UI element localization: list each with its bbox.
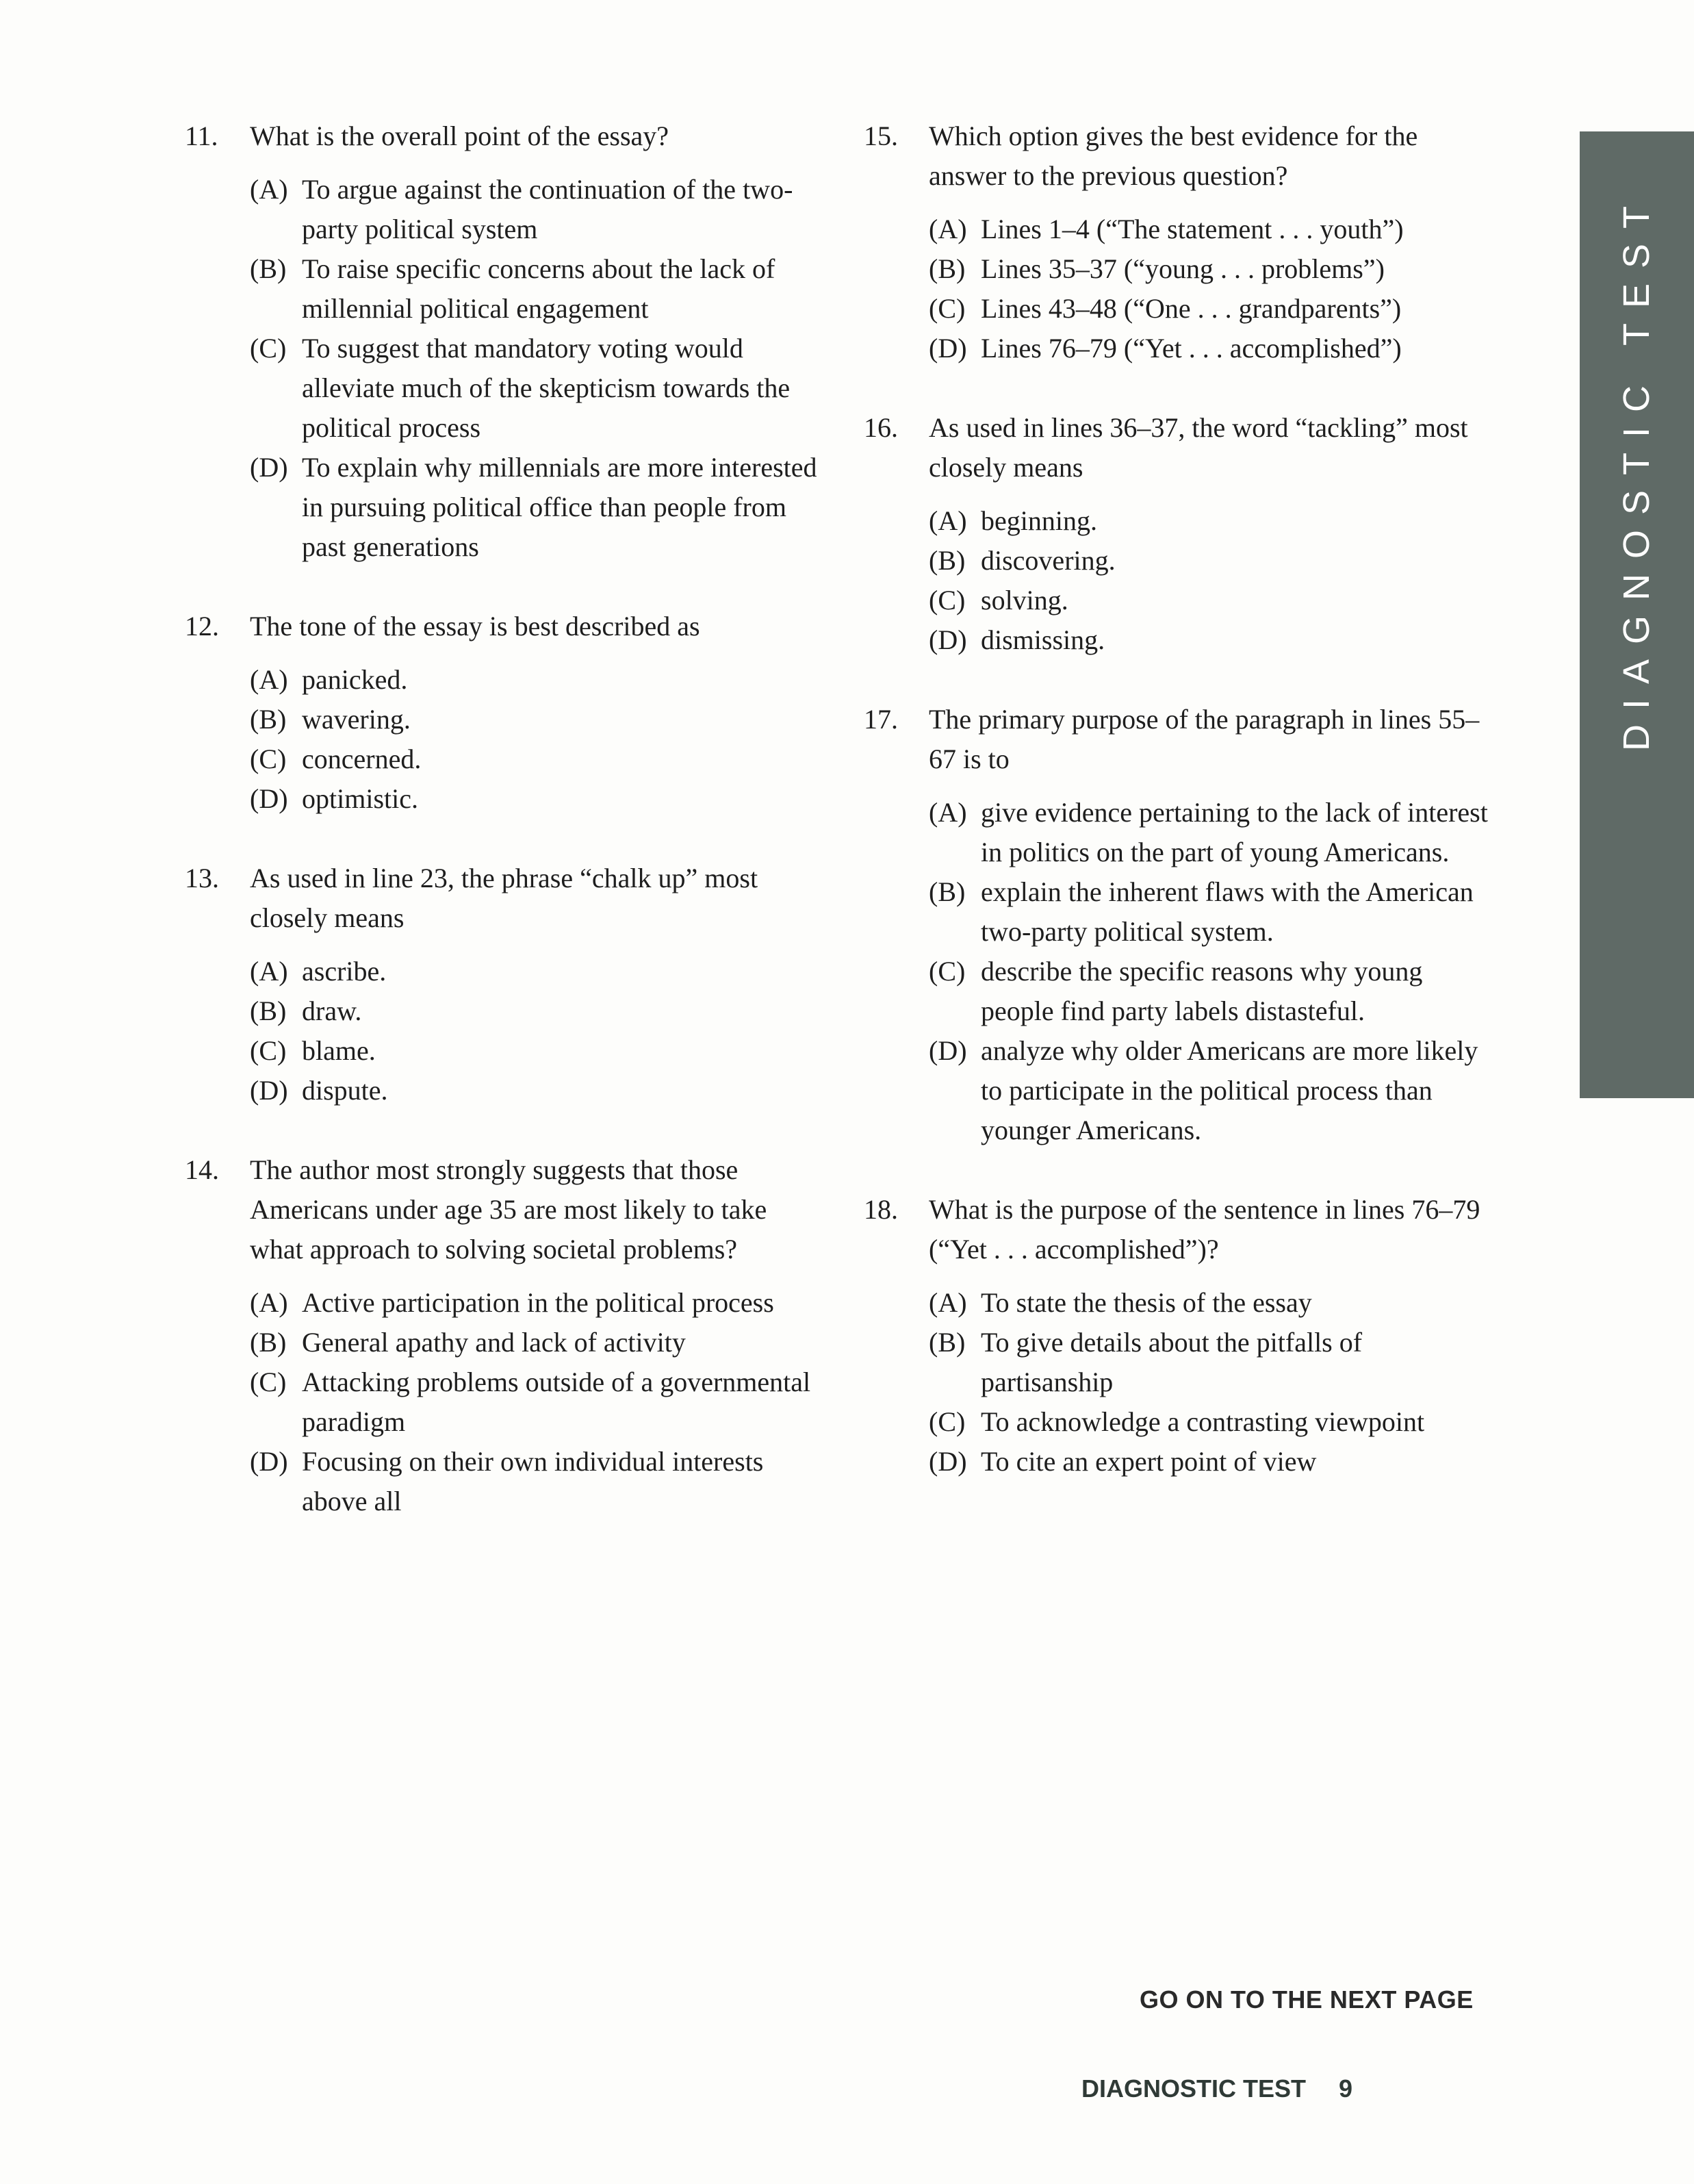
- option-d[interactable]: [929, 1442, 1500, 1482]
- footer-section-title: DIAGNOSTIC TEST: [1081, 2074, 1307, 2103]
- option-text: dismissing.: [981, 624, 1105, 655]
- option-label: (B): [250, 704, 287, 735]
- question-text: The author most strongly suggests that those Americans under age 35 are most likely to take what approach to solving societal problems?: [250, 1154, 767, 1265]
- option-label: (A): [250, 1287, 288, 1318]
- option-text: concerned.: [302, 744, 422, 774]
- option-label: (A): [250, 664, 288, 695]
- option-text: To raise specific concerns about the lack of millennial political engagement: [302, 253, 775, 324]
- option-c[interactable]: [929, 952, 1500, 1031]
- option-label: (D): [250, 1075, 288, 1106]
- option-label: (D): [250, 452, 288, 483]
- option-d[interactable]: [250, 448, 821, 567]
- option-text: panicked.: [302, 664, 408, 695]
- option-text: Attacking problems outside of a governmental paradigm: [302, 1367, 811, 1437]
- option-d[interactable]: [250, 1071, 821, 1110]
- option-a[interactable]: [929, 501, 1500, 541]
- option-c[interactable]: [250, 1362, 821, 1442]
- question-15: [864, 116, 1500, 368]
- option-a[interactable]: [250, 660, 821, 700]
- option-c[interactable]: [929, 289, 1500, 329]
- option-text: Focusing on their own individual interests above all: [302, 1446, 764, 1516]
- option-label: (B): [250, 995, 287, 1026]
- option-d[interactable]: [929, 1031, 1500, 1150]
- option-label: (B): [929, 876, 966, 907]
- option-a[interactable]: [250, 1283, 821, 1323]
- answer-options: [929, 501, 1500, 660]
- option-text: To give details about the pitfalls of partisanship: [981, 1327, 1363, 1397]
- question-11: [185, 116, 821, 567]
- option-b[interactable]: [929, 872, 1500, 952]
- option-a[interactable]: [929, 209, 1500, 249]
- option-text: optimistic.: [302, 783, 418, 814]
- option-text: Lines 35–37 (“young . . . problems”): [981, 253, 1385, 284]
- option-b[interactable]: [250, 700, 821, 739]
- question-text: Which option gives the best evidence for the answer to the previous question?: [929, 120, 1418, 191]
- answer-options: [250, 952, 821, 1110]
- question-12: [185, 607, 821, 819]
- option-text: wavering.: [302, 704, 411, 735]
- option-label: (A): [250, 174, 288, 205]
- option-b[interactable]: [929, 249, 1500, 289]
- option-text: explain the inherent flaws with the American two-party political system.: [981, 876, 1474, 947]
- question-number: 13.: [185, 863, 219, 893]
- option-text: give evidence pertaining to the lack of interest in politics on the part of young Americans.: [981, 797, 1488, 867]
- option-label: (C): [250, 744, 287, 774]
- question-16: [864, 408, 1500, 660]
- option-b[interactable]: [929, 1323, 1500, 1402]
- option-a[interactable]: [250, 952, 821, 991]
- page-number: 9: [1339, 2074, 1353, 2103]
- option-label: (D): [929, 333, 967, 364]
- option-b[interactable]: [929, 541, 1500, 581]
- option-text: discovering.: [981, 545, 1116, 576]
- option-d[interactable]: [250, 779, 821, 819]
- option-label: (A): [929, 505, 967, 536]
- option-label: (D): [929, 1035, 967, 1066]
- option-label: (D): [250, 1446, 288, 1477]
- question-text: What is the purpose of the sentence in lines 76–79 (“Yet . . . accomplished”)?: [929, 1194, 1480, 1265]
- option-text: To state the thesis of the essay: [981, 1287, 1312, 1318]
- option-label: (C): [929, 293, 966, 324]
- option-label: (B): [929, 253, 966, 284]
- option-label: (A): [250, 956, 288, 987]
- side-tab-label: DIAGNOSTIC TEST: [1616, 190, 1658, 752]
- question-number: 11.: [185, 120, 218, 151]
- option-b[interactable]: [250, 1323, 821, 1362]
- option-text: To cite an expert point of view: [981, 1446, 1317, 1477]
- option-c[interactable]: [250, 329, 821, 448]
- option-label: (C): [250, 1367, 287, 1397]
- option-text: To explain why millennials are more interested in pursuing political office than people from past generations: [302, 452, 817, 562]
- option-text: To suggest that mandatory voting would alleviate much of the skepticism towards the political process: [302, 333, 791, 443]
- option-text: Lines 76–79 (“Yet . . . accomplished”): [981, 333, 1402, 364]
- go-on-notice: GO ON TO THE NEXT PAGE: [1140, 1985, 1474, 2014]
- option-label: (C): [929, 956, 966, 987]
- option-a[interactable]: [929, 1283, 1500, 1323]
- option-text: To argue against the continuation of the two-party political system: [302, 174, 793, 244]
- option-text: solving.: [981, 585, 1068, 615]
- option-label: (B): [929, 1327, 966, 1358]
- answer-options: [250, 1283, 821, 1521]
- question-text: What is the overall point of the essay?: [250, 120, 669, 151]
- question-text: The primary purpose of the paragraph in lines 55–67 is to: [929, 704, 1480, 774]
- answer-options: [250, 170, 821, 567]
- option-d[interactable]: [929, 329, 1500, 368]
- option-a[interactable]: [929, 793, 1500, 872]
- question-text: As used in line 23, the phrase “chalk up” most closely means: [250, 863, 758, 933]
- option-text: ascribe.: [302, 956, 387, 987]
- option-label: (C): [250, 1035, 287, 1066]
- question-number: 15.: [864, 120, 898, 151]
- question-17: [864, 700, 1500, 1150]
- option-label: (C): [929, 585, 966, 615]
- option-label: (B): [250, 1327, 287, 1358]
- option-c[interactable]: [250, 739, 821, 779]
- question-14: [185, 1150, 821, 1521]
- option-label: (D): [929, 624, 967, 655]
- question-number: 17.: [864, 704, 898, 735]
- option-a[interactable]: [250, 170, 821, 249]
- question-number: 16.: [864, 412, 898, 443]
- option-text: describe the specific reasons why young people find party labels distasteful.: [981, 956, 1423, 1026]
- option-text: beginning.: [981, 505, 1097, 536]
- answer-options: [929, 1283, 1500, 1482]
- option-text: General apathy and lack of activity: [302, 1327, 686, 1358]
- page-footer: [1081, 2074, 1352, 2103]
- option-text: draw.: [302, 995, 362, 1026]
- option-text: Active participation in the political process: [302, 1287, 774, 1318]
- question-text: As used in lines 36–37, the word “tackling” most closely means: [929, 412, 1468, 483]
- section-side-tab: [1580, 131, 1694, 1098]
- answer-options: [929, 793, 1500, 1150]
- answer-options: [929, 209, 1500, 368]
- option-label: (D): [250, 783, 288, 814]
- question-text: The tone of the essay is best described as: [250, 611, 700, 642]
- option-d[interactable]: [250, 1442, 821, 1521]
- option-b[interactable]: [250, 249, 821, 329]
- question-number: 12.: [185, 611, 219, 642]
- left-column: [185, 116, 821, 1561]
- option-label: (B): [929, 545, 966, 576]
- option-c[interactable]: [250, 1031, 821, 1071]
- answer-options: [250, 660, 821, 819]
- option-text: To acknowledge a contrasting viewpoint: [981, 1406, 1425, 1437]
- option-c[interactable]: [929, 581, 1500, 620]
- option-label: (D): [929, 1446, 967, 1477]
- option-text: Lines 43–48 (“One . . . grandparents”): [981, 293, 1402, 324]
- option-label: (A): [929, 214, 967, 244]
- question-number: 18.: [864, 1194, 898, 1225]
- option-text: dispute.: [302, 1075, 388, 1106]
- option-b[interactable]: [250, 991, 821, 1031]
- option-text: blame.: [302, 1035, 376, 1066]
- option-label: (C): [929, 1406, 966, 1437]
- option-d[interactable]: [929, 620, 1500, 660]
- option-c[interactable]: [929, 1402, 1500, 1442]
- option-label: (C): [250, 333, 287, 364]
- question-18: [864, 1190, 1500, 1482]
- option-label: (A): [929, 797, 967, 828]
- right-column: [864, 116, 1500, 1521]
- option-text: Lines 1–4 (“The statement . . . youth”): [981, 214, 1404, 244]
- question-13: [185, 859, 821, 1110]
- option-text: analyze why older Americans are more likely to participate in the political process than younger Americans.: [981, 1035, 1478, 1145]
- option-label: (A): [929, 1287, 967, 1318]
- question-number: 14.: [185, 1154, 219, 1185]
- option-label: (B): [250, 253, 287, 284]
